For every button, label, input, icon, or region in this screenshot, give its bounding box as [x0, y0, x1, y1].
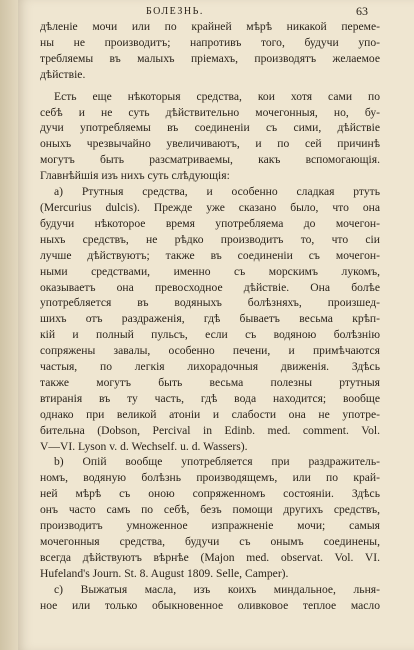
text-line: онъ часто самъ по себѣ, безъ помощи другихъ средствъ, — [40, 503, 380, 517]
text-line: мочегонныя средства, будучи съ онымъ соединены, — [40, 535, 380, 548]
text-line: ными средствами, именно съ морскимъ лукомъ, — [40, 264, 380, 278]
text-line: c) Выжатыя масла, изъ коихъ миндальное, льня- — [54, 582, 380, 596]
text-line: частыя, по легкія лихорадочныя движенія. Здѣсь — [40, 360, 380, 374]
text-line: шихъ отъ раздраженія, гдѣ бываетъ весьма крѣп- — [40, 312, 380, 326]
text-line: дѣйствіе. — [40, 67, 86, 81]
text-line: ней мѣрѣ съ оною сопряженномъ состояніи. Здѣсь — [40, 487, 380, 501]
text-line: также могутъ быть весьма полезны ртутныя — [40, 375, 380, 389]
text-line: ныхъ средствъ, не рѣдко производитъ то, что сіи — [40, 232, 380, 246]
text-line: (Mercurius dulcis). Прежде уже сказано было, что она — [40, 200, 380, 214]
text-line: кій и полный пульсъ, если съ водяною болѣзнію — [40, 328, 380, 342]
text-line: бительна (Dobson, Percival in Edinb. med. comment. Vol. — [40, 423, 380, 437]
text-line: однако при великой атоніи и слабости она не употре- — [40, 407, 380, 421]
book-gutter — [0, 0, 18, 650]
text-line: V—VI. Lyson v. d. Wechself. u. d. Wassers). — [40, 439, 248, 453]
text-line: втиранія въ ту часть, гдѣ вода находится; вообще — [40, 391, 380, 405]
text-line: будучи нѣкоторое время употребляема до мочегон- — [40, 216, 380, 230]
text-line: а) Ртутныя средства, и особенно сладкая ртуть — [54, 185, 380, 199]
text-line: дѣленіе мочи или по крайней мѣрѣ никакой переме- — [40, 20, 380, 33]
text-line: всегда дѣйствуютъ вѣрнѣе (Majon med. observat. Vol. VI. — [40, 550, 380, 564]
text-line: номъ, водяную болѣзнь производящемъ, или по край- — [40, 471, 380, 485]
text-line: Главнѣйшія изъ нихъ суть слѣдующія: — [40, 169, 230, 183]
text-line: сопряжены завалы, особенно печени, и примѣчаются — [40, 344, 380, 358]
text-line: оныхъ чрезвычайно увеличиваютъ, и по сей причинѣ — [40, 137, 380, 151]
text-line: ны не производитъ; напротивъ того, будучи упо- — [40, 35, 380, 49]
text-line: ное или только обыкновенное оливковое теплое масло — [40, 598, 380, 612]
text-line: b) Опій вообще употребляется при раздражитель- — [54, 455, 380, 469]
text-line: оказываетъ она превосходное дѣйствіе. Она болѣе — [40, 280, 380, 294]
text-line: производитъ умноженное изпражненіе мочи; самыя — [40, 519, 380, 533]
text-line: дучи употребляемы въ соединеніи съ сими, дѣйствіе — [40, 121, 380, 135]
text-line: могутъ быть разсматриваемы, какъ вспомогающія. — [40, 153, 380, 167]
text-line: себѣ и не суть дѣйствительно мочегонныя, но, бу- — [40, 105, 380, 119]
text-line: требляемы въ малыхъ пріемахъ, производятъ желаемое — [40, 51, 380, 65]
page-number: 63 — [356, 4, 368, 18]
text-line: употребляется въ водяныхъ болѣзняхъ, произшед- — [40, 296, 380, 310]
text-line: Есть еще нѣкоторыя средства, кои хотя сами по — [54, 89, 380, 103]
text-line: лучше дѣйствуютъ; также въ соединеніи съ мочегон- — [40, 248, 380, 262]
text-line: Hufeland's Journ. St. 8. August 1809. Selle, Camper). — [40, 566, 289, 580]
page-body-text — [40, 19, 380, 614]
running-head: БОЛЕЗНЬ. — [146, 6, 204, 17]
